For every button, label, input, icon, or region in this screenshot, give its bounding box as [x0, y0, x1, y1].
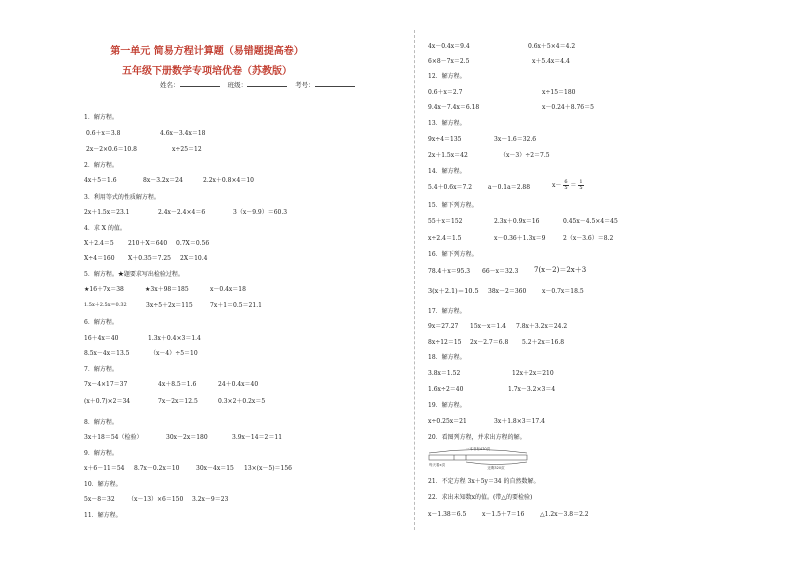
equation: 9.4x－7.4x＝6.18 [428, 104, 480, 111]
name-field[interactable] [180, 80, 220, 87]
top-label: 一本书有470页 [465, 447, 491, 451]
fraction: $\frac{6}{5}$ [564, 179, 568, 191]
equation: 3.8x＝1.52 [428, 370, 461, 377]
name-label: 姓名： [160, 81, 180, 89]
equation: 5x－8＝32 [84, 496, 115, 503]
equation: 210＋X＝640 [128, 240, 168, 247]
equation: x÷15＝180 [542, 89, 576, 96]
equation: 2.4x－2.4×4＝6 [158, 209, 206, 216]
question-title: 13．解方程。 [428, 120, 466, 127]
question-title: 14．解方程。 [428, 168, 466, 175]
equation: x－0.36＋1.3x＝9 [494, 235, 546, 242]
equation: 1.7x－3.2×3＝4 [508, 386, 556, 393]
equation: 6×8－7x＝2.5 [428, 58, 470, 65]
equation: 4x－0.4x＝9.4 [428, 43, 470, 50]
equation: x－1.38＝6.5 [428, 511, 467, 518]
question-title: 3．利用等式的性质解方程。 [84, 194, 160, 201]
equation: 8x÷12＝15 [428, 339, 462, 346]
equation: 15x－x＝1.4 [470, 323, 506, 330]
question-title: 8．解方程。 [84, 419, 118, 426]
equation: （x－3）÷2＝7.5 [500, 152, 550, 159]
equation: 0.6＋x＝2.7 [428, 89, 463, 96]
question-title: 17．解方程。 [428, 308, 466, 315]
question-title: 2．解方程。 [84, 162, 118, 169]
equation: 1.5x＋2.5x＝0.32 [84, 302, 127, 308]
equation: 30x－4x＝15 [196, 465, 234, 472]
page-subtitle: 五年级下册数学专项培优卷（苏教版） [122, 66, 292, 77]
equation: 3x÷5＋2x＝115 [146, 302, 193, 309]
equation: 16＋4x＝40 [84, 335, 119, 342]
equation: 4x＋5＝1.6 [84, 177, 117, 184]
equation: x＋5.4x＝4.4 [532, 58, 570, 65]
equation: 0.6x＋5×4＝4.2 [528, 43, 576, 50]
equation: 0.6＋x＝3.8 [86, 130, 121, 137]
equation: x÷2.4＝1.5 [428, 235, 462, 242]
question-title: 11．解方程。 [84, 512, 122, 519]
equation: 8.5x－4x＝13.5 [84, 350, 130, 357]
equation: 3(x＋2.1)＝10.5 [428, 287, 479, 295]
equation: 5.2＋2x＝16.8 [522, 339, 565, 346]
equation: 8.7x－0.2x＝10 [134, 465, 180, 472]
equation: 78.4＋x＝95.3 [428, 268, 471, 275]
equation: X÷4＝160 [84, 255, 115, 262]
exam-no-label: 考号： [295, 81, 315, 89]
equation: (x＋0.7)×2＝34 [84, 398, 131, 405]
equation: （x－4）÷5＝10 [150, 350, 198, 357]
question-title: 6．解方程。 [84, 319, 118, 326]
equation: 2x＋1.5x＝23.1 [84, 209, 130, 216]
question-title: 21．不定方程 3x＋5y＝34 的自然数解。 [428, 478, 540, 485]
equation: 0.7X＝0.56 [176, 240, 210, 247]
equation: 55＋x＝152 [428, 218, 463, 225]
equation: a－0.1a＝2.88 [488, 184, 531, 191]
equation: 7(x－2)＝2x＋3 [534, 266, 587, 274]
question-title: 16．解下列方程。 [428, 251, 478, 258]
equation: 1.3x＋0.4×3＝1.4 [148, 335, 201, 342]
question-title: 15．解下列方程。 [428, 202, 478, 209]
page-divider [414, 30, 415, 530]
question-title: 7．解方程。 [84, 366, 118, 373]
equation: 3.2x－9＝23 [192, 496, 229, 503]
equation: 0.45x－4.5×4＝45 [563, 218, 618, 225]
brace-bottom [466, 462, 527, 465]
class-field[interactable] [247, 80, 287, 87]
equation: 3（x－9.9）＝60.3 [233, 209, 288, 216]
segment-bar [429, 455, 527, 460]
equation: 3.9x－14＝2＝11 [232, 434, 283, 441]
equation: 2x－2.7＝6.8 [470, 339, 509, 346]
question-title: 19．解方程。 [428, 402, 466, 409]
student-info-row [160, 80, 361, 89]
equation: 3x＋1.8×3＝17.4 [494, 418, 545, 425]
equation: 2x＋1.5x＝42 [428, 152, 468, 159]
question-title: 18．解方程。 [428, 354, 466, 361]
equation: x÷0.25x＝21 [428, 418, 467, 425]
equation: 9x＝27.27 [428, 323, 459, 330]
equation: （x－13）×6＝150 [128, 496, 184, 503]
equation: 7x－2x＝12.5 [158, 398, 198, 405]
equation: 66－x＝32.3 [482, 268, 519, 275]
fraction: $\frac{1}{5}$ [579, 179, 583, 191]
equation: 9x÷4＝135 [428, 136, 462, 143]
equation: 3x＋18＝54（检验） [84, 434, 143, 441]
equation: 7x－4×17＝37 [84, 381, 128, 388]
right-label: 还剩320页 [487, 466, 505, 470]
equation: 7.8x＋3.2x＝24.2 [516, 323, 568, 330]
equation: X＋0.35＝7.25 [128, 255, 171, 262]
equation: x－1.5＋7＝16 [482, 511, 525, 518]
question-title: 20．看图列方程，并求出方程的解。 [428, 434, 526, 441]
equation: 3x－1.6＝32.6 [494, 136, 537, 143]
equation: 7x＋1＝0.5＝21.1 [210, 302, 262, 309]
equation: x－0.7x＝18.5 [542, 288, 584, 295]
equation: 30x－2x＝180 [166, 434, 208, 441]
equation-fraction: x－ $\frac{6}{5}$ ＝ $\frac{1}{5}$ [552, 179, 583, 191]
equation: 24＋0.4x＝40 [218, 381, 259, 388]
class-label: 班级： [227, 81, 248, 89]
equation: 38x－2＝360 [488, 288, 527, 295]
left-label: 每天看x页 [429, 463, 446, 467]
equation: 2X＝10.4 [180, 255, 208, 262]
question-title: 5．解方程。★题要求写出检验过程。 [84, 271, 184, 278]
question-title: 9．解方程。 [84, 450, 118, 457]
equation: x÷25＝12 [172, 146, 202, 153]
equation: △1.2x－3.8＝2.2 [540, 511, 589, 518]
equation: 12x＋2x＝210 [512, 370, 554, 377]
equation: x＋6－11＝54 [84, 465, 125, 472]
exam-no-field[interactable] [315, 80, 355, 87]
question-title: 1．解方程。 [84, 114, 118, 121]
equation: x－0.24＋8.76＝5 [542, 104, 594, 111]
equation: 2x－2×0.6＝10.8 [86, 146, 137, 153]
equation: ★3x＋98＝185 [145, 286, 189, 293]
equation: 1.6x÷2＝40 [428, 386, 464, 393]
equation: 8x－3.2x＝24 [143, 177, 183, 184]
question-title: 10．解方程。 [84, 481, 122, 488]
equation: 5.4＋0.6x＝7.2 [428, 184, 473, 191]
equation: x－0.4x＝18 [210, 286, 246, 293]
book-pages-diagram [428, 445, 528, 471]
question-title: 4．求 X 的值。 [84, 225, 126, 232]
equation: 0.3×2＋0.2x＝5 [218, 398, 266, 405]
equation: 2（x－3.6）＝8.2 [563, 235, 614, 242]
equation: 2.2x＋0.8×4＝10 [203, 177, 254, 184]
page-title: 第一单元 简易方程计算题（易错题提高卷） [110, 46, 304, 57]
equation: 4x＋8.5＝1.6 [158, 381, 197, 388]
question-title: 22．求出未知数x的值。(带△的要检验) [428, 494, 533, 501]
equation: 4.6x－3.4x＝18 [160, 130, 206, 137]
equation: 13×(x－5)＝156 [244, 465, 292, 472]
question-title: 12．解方程。 [428, 73, 466, 80]
equation: ★16＋7x＝38 [84, 286, 124, 293]
equation: X＋2.4＝5 [84, 240, 114, 247]
equation: 2.3x＋0.9x＝16 [494, 218, 540, 225]
